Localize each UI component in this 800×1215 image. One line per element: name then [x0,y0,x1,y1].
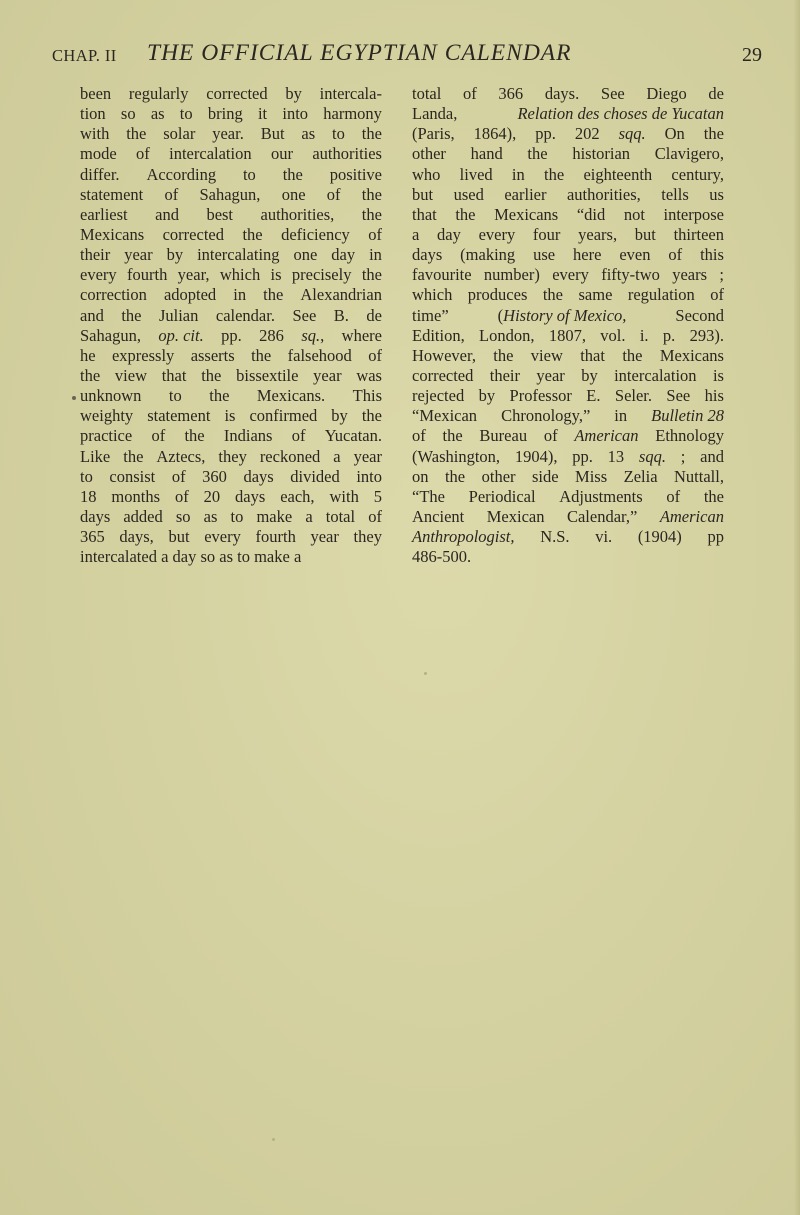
text-line: a day every four years, but thirteen [412,224,724,244]
running-head [52,36,762,70]
footnote-column-left [80,84,382,567]
text-line: (Washington, 1904), pp. 13 sqq. ; and [412,446,724,466]
text-line: statement of Sahagun, one of the [80,184,382,204]
paper-speck [272,1138,275,1141]
text-line: Ancient Mexican Calendar,” American [412,506,724,526]
text-line: corrected their year by intercalation is [412,365,724,385]
text-line: However, the view that the Mexicans [412,345,724,365]
text-line: other hand the historian Clavigero, [412,144,724,164]
text-line: time” (History of Mexico, Second [412,305,724,325]
running-title: THE OFFICIAL EGYPTIAN CALENDAR [147,40,572,66]
text-line: rejected by Professor E. Seler. See his [412,386,724,406]
text-line: of the Bureau of American Ethnology [412,426,724,446]
text-line: who lived in the eighteenth century, [412,164,724,184]
text-line: 365 days, but every fourth year they [80,527,382,547]
text-line: been regularly corrected by intercala- [80,84,382,103]
margin-mark [72,396,76,400]
text-line: “The Periodical Adjustments of the [412,486,724,506]
paper-speck [424,672,427,675]
text-line: on the other side Miss Zelia Nuttall, [412,466,724,486]
text-line: but used earlier authorities, tells us [412,184,724,204]
text-line: 486-500. [412,547,472,567]
text-line: and the Julian calendar. See B. de [80,305,382,325]
text-line: total of 366 days. See Diego de [412,84,724,103]
text-line: to consist of 360 days divided into [80,466,382,486]
footnote-column-right [412,84,724,567]
text-line: intercalated a day so as to make a [80,547,302,567]
text-line: unknown to the Mexicans. This [80,386,382,406]
text-line: with the solar year. But as to the [80,124,382,144]
text-line: 18 months of 20 days each, with 5 [80,486,382,506]
text-line: correction adopted in the Alexandrian [80,285,382,305]
text-line: the view that the bissextile year was [80,365,382,385]
text-line: that the Mexicans “did not interpose [412,204,724,224]
text-line: favourite number) every fifty-two years ; [412,265,724,285]
page-number: 29 [742,44,762,66]
page-edge [794,0,800,1215]
text-line: days (making use here even of this [412,245,724,265]
text-line: Mexicans corrected the deficiency of [80,224,382,244]
text-line: Landa, Relation des choses de Yucatan [412,104,724,124]
text-line: mode of intercalation our authorities [80,144,382,164]
text-line: Edition, London, 1807, vol. i. p. 293). [412,325,724,345]
chapter-label: CHAP. II [52,46,117,65]
text-line: tion so as to bring it into harmony [80,104,382,124]
text-line: Like the Aztecs, they reckoned a year [80,446,382,466]
text-line: (Paris, 1864), pp. 202 sqq. On the [412,124,724,144]
text-line: weighty statement is confirmed by the [80,406,382,426]
text-line: “Mexican Chronology,” in Bulletin 28 [412,406,724,426]
text-line: earliest and best authorities, the [80,204,382,224]
text-line: Sahagun, op. cit. pp. 286 sq., where [80,325,382,345]
text-line: which produces the same regulation of [412,285,724,305]
text-line: practice of the Indians of Yucatan. [80,426,382,446]
text-line: every fourth year, which is precisely the [80,265,382,285]
text-line: differ. According to the positive [80,164,382,184]
text-line: Anthropologist, N.S. vi. (1904) pp [412,527,724,547]
text-line: he expressly asserts the falsehood of [80,345,382,365]
text-line: their year by intercalating one day in [80,245,382,265]
text-line: days added so as to make a total of [80,506,382,526]
